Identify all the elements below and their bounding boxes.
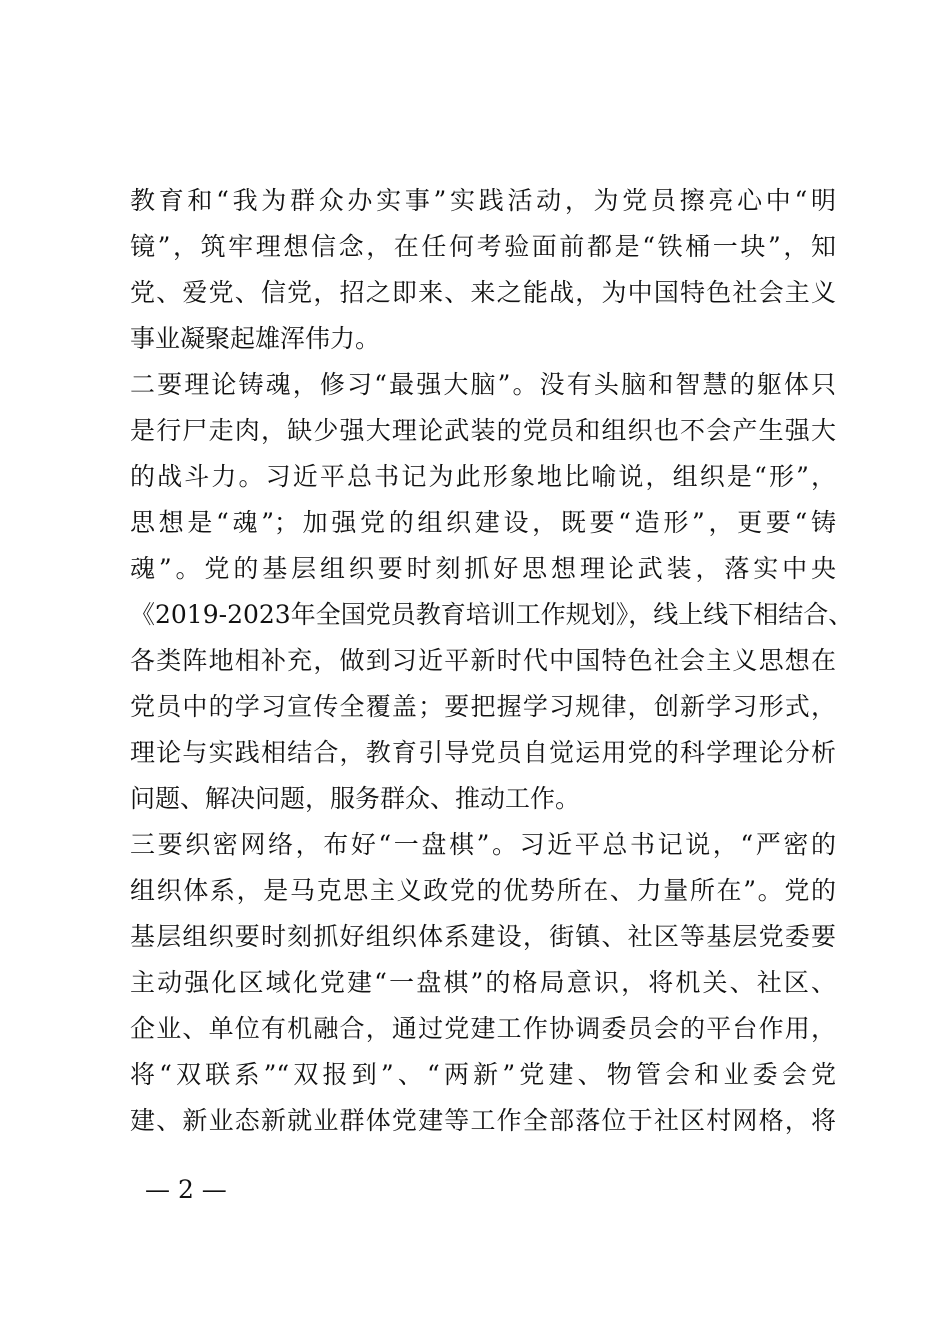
text-line: 问题、解决问题，服务群众、推动工作。 xyxy=(130,784,581,813)
text-line: 教育和“我为群众办实事”实践活动，为党员擦亮心中“明 xyxy=(130,186,836,215)
text-line: 将“双联系”“双报到”、“两新”党建、物管会和业委会党 xyxy=(130,1060,836,1089)
text-line: 三要织密网络，布好“一盘棋”。习近平总书记说，“严密的 xyxy=(130,830,836,859)
text-line: 基层组织要时刻抓好组织体系建设，街镇、社区等基层党委要 xyxy=(130,922,836,951)
text-line: 《2019-2023年全国党员教育培训工作规划》，线上线下相结合、 xyxy=(130,600,854,629)
text-line: 建、新业态新就业群体党建等工作全部落位于社区村网格，将 xyxy=(130,1106,836,1135)
text-line: 思想是“魂”；加强党的组织建设，既要“造形”，更要“铸 xyxy=(130,508,836,537)
text-line: 的战斗力。习近平总书记为此形象地比喻说，组织是“形”， xyxy=(130,462,836,491)
text-line: 主动强化区域化党建“一盘棋”的格局意识，将机关、社区、 xyxy=(130,968,836,997)
text-line: 事业凝聚起雄浑伟力。 xyxy=(130,324,381,353)
text-line: 魂”。党的基层组织要时刻抓好思想理论武装，落实中央 xyxy=(130,554,836,583)
text-line: 是行尸走肉，缺少强大理论武装的党员和组织也不会产生强大 xyxy=(130,416,836,445)
text-line: 各类阵地相补充，做到习近平新时代中国特色社会主义思想在 xyxy=(130,646,836,675)
text-line: 企业、单位有机融合，通过党建工作协调委员会的平台作用， xyxy=(130,1014,836,1043)
page-number: — 2 — xyxy=(145,1175,227,1204)
text-line: 二要理论铸魂，修习“最强大脑”。没有头脑和智慧的躯体只 xyxy=(130,370,836,399)
text-line: 党、爱党、信党，招之即来、来之能战，为中国特色社会主义 xyxy=(130,278,836,307)
body-text xyxy=(130,178,854,1144)
text-line: 党员中的学习宣传全覆盖；要把握学习规律，创新学习形式， xyxy=(130,692,836,721)
text-line: 理论与实践相结合，教育引导党员自觉运用党的科学理论分析 xyxy=(130,738,836,767)
text-line: 组织体系，是马克思主义政党的优势所在、力量所在”。党的 xyxy=(130,876,836,905)
text-line: 镜”，筑牢理想信念，在任何考验面前都是“铁桶一块”，知 xyxy=(130,232,836,261)
